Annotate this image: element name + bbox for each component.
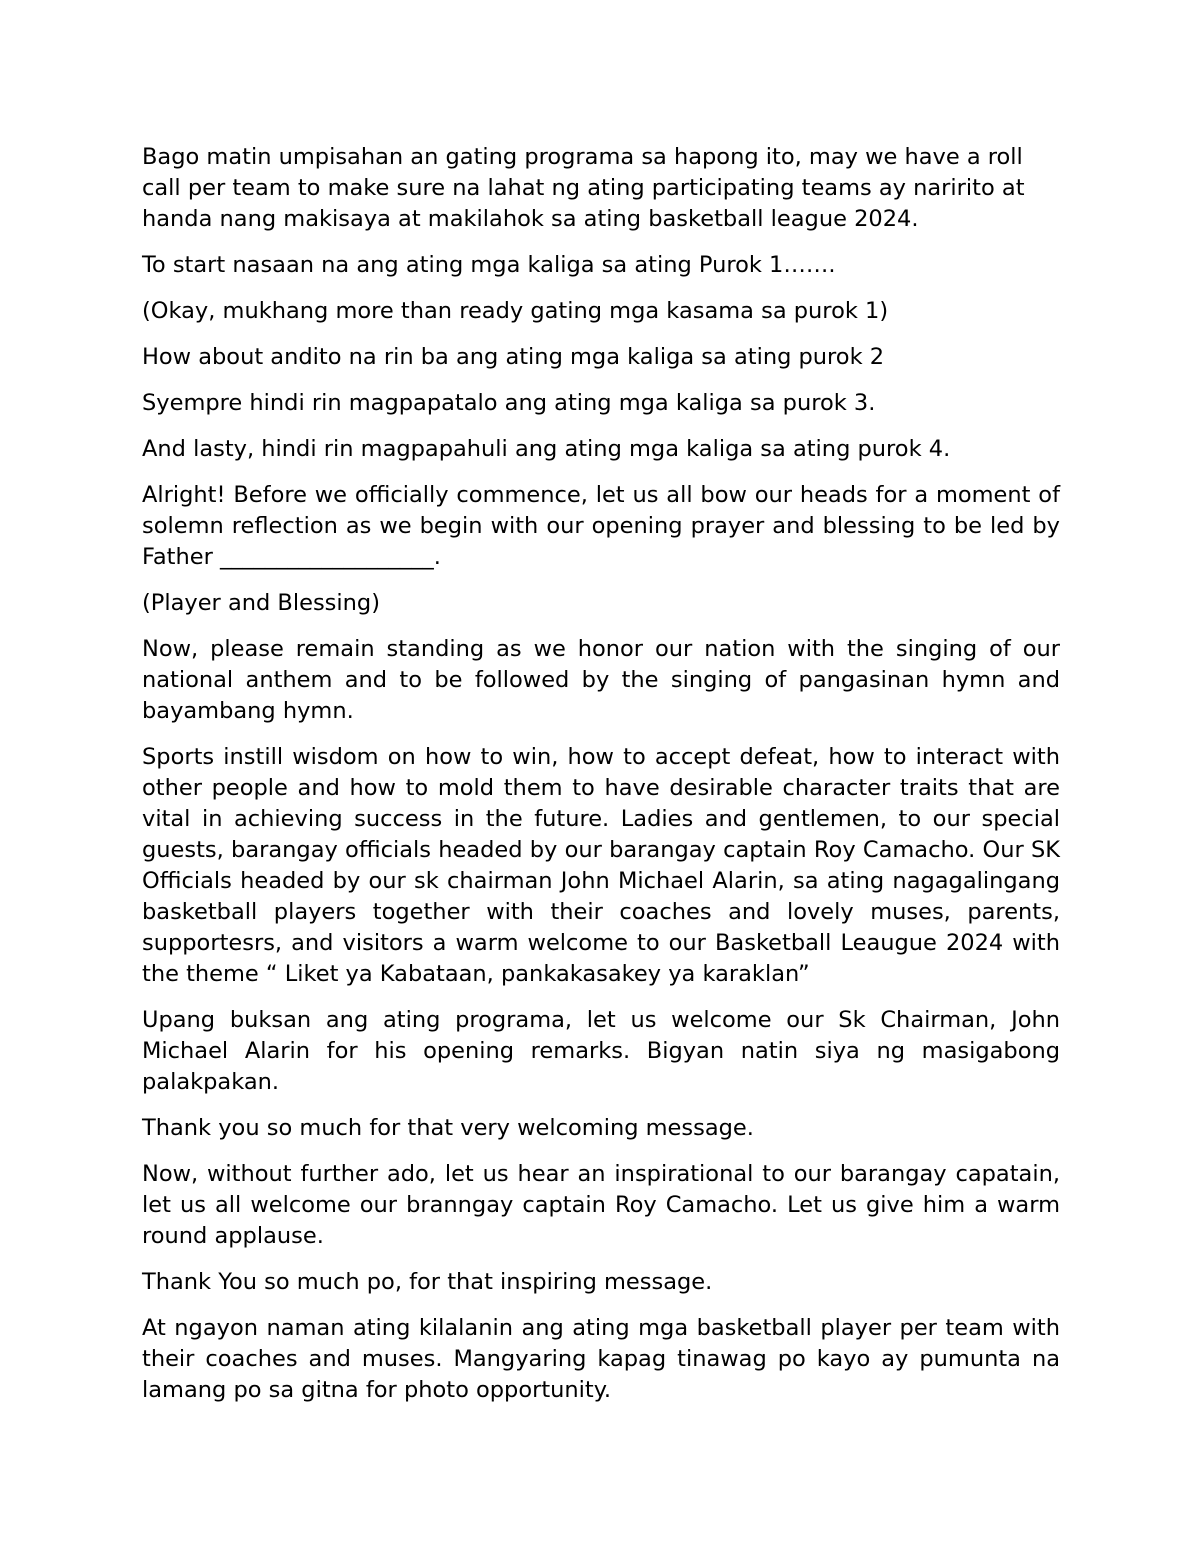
paragraph-purok-2: How about andito na rin ba ang ating mga kaliga sa ating purok 2 [142, 344, 885, 370]
paragraph-purok-1-response: (Okay, mukhang more than ready gating mga kasama sa purok 1) [142, 298, 889, 324]
paragraph-player-introductions: At ngayon naman ating kilalanin ang ating mga basketball player per team with their coaches and muses. Mangyaring kapag tinawag po kayo ay pumunta na lamang po sa gitna for photo opportunity. [142, 1315, 1060, 1403]
paragraph-opening-prayer: Alright! Before we officially commence, let us all bow our heads for a moment of solemn reflection as we begin with our opening prayer and blessing to be led by Father ___________________. [142, 482, 1060, 570]
paragraph-barangay-captain: Now, without further ado, let us hear an inspirational to our barangay capatain, let us all welcome our branngay captain Roy Camacho. Let us give him a warm round applause. [142, 1161, 1060, 1249]
paragraph-player-and-blessing: (Player and Blessing) [142, 590, 380, 616]
paragraph-thank-you-inspiring: Thank You so much po, for that inspiring message. [142, 1269, 713, 1295]
paragraph-thank-you-welcome: Thank you so much for that very welcoming message. [142, 1115, 754, 1141]
paragraph-purok-3: Syempre hindi rin magpapatalo ang ating mga kaliga sa purok 3. [142, 390, 876, 416]
paragraph-purok-4: And lasty, hindi rin magpapahuli ang ating mga kaliga sa ating purok 4. [142, 436, 951, 462]
document-body [142, 142, 1060, 1421]
paragraph-purok-1: To start nasaan na ang ating mga kaliga sa ating Purok 1……. [142, 252, 836, 278]
paragraph-opening-remarks: Upang buksan ang ating programa, let us welcome our Sk Chairman, John Michael Alarin for his opening remarks. Bigyan natin siya ng masigabong palakpakan. [142, 1007, 1060, 1095]
paragraph-roll-call-intro: Bago matin umpisahan an gating programa sa hapong ito, may we have a roll call per team to make sure na lahat ng ating participating teams ay naririto at handa nang makisaya at makilahok sa ating basketball league 2024. [142, 144, 1025, 232]
paragraph-national-anthem: Now, please remain standing as we honor our nation with the singing of our national anthem and to be followed by the singing of pangasinan hymn and bayambang hymn. [142, 636, 1060, 724]
paragraph-welcome-address: Sports instill wisdom on how to win, how to accept defeat, how to interact with other people and how to mold them to have desirable character traits that are vital in achieving success in the future. Ladies and gentlemen, to our special guests, barangay officials headed by our barangay captain Roy Camacho. Our SK Officials headed by our sk chairman John Michael Alarin, sa ating nagagalingang basketball players together with their coaches and lovely muses, parents, supportesrs, and visitors a warm welcome to our Basketball Leaugue 2024 with the theme “ Liket ya Kabataan, pankakasakey ya karaklan” [142, 744, 1060, 987]
